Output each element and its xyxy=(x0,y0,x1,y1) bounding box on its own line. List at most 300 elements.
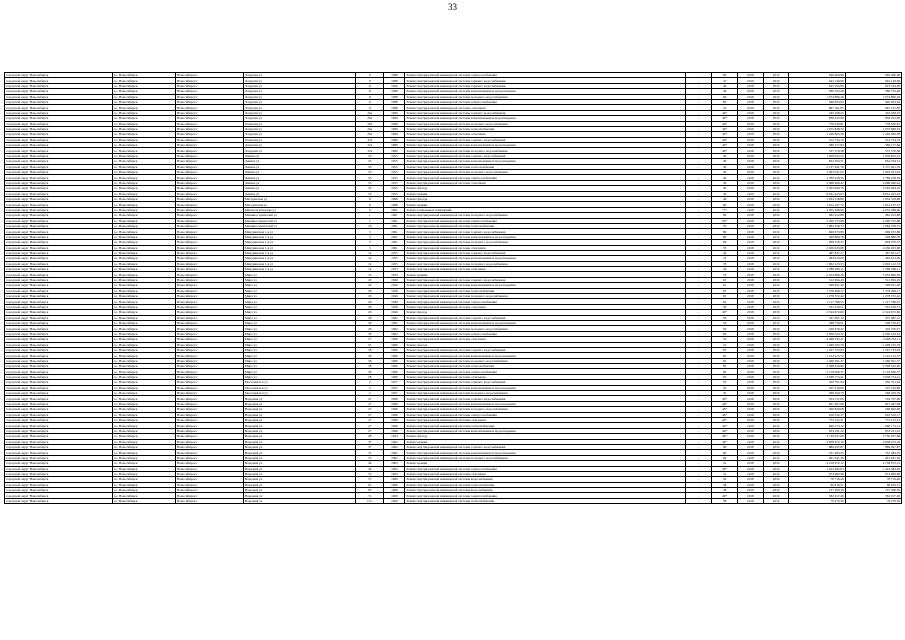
cell-work-type: Ремонт внутридомовой инженерной системы горячего водоснабжения xyxy=(405,396,686,401)
cell-plan-end-year: 2019 xyxy=(763,331,789,336)
cell-plan-start-year: 2018 xyxy=(737,116,763,121)
cell-municipality: городской округ Новосибирск xyxy=(5,299,113,304)
cell-settlement: г.о. Новосибирск xyxy=(112,272,175,277)
cell-cost-total: 78 719,46 xyxy=(845,477,901,482)
cell-separator: - xyxy=(686,498,712,503)
cell-settlement: г.о. Новосибирск xyxy=(112,310,175,315)
cell-plan-start-year: 2018 xyxy=(737,310,763,315)
cell-plan-end-year: 2019 xyxy=(763,213,789,218)
cell-plan-start-year: 2018 xyxy=(737,267,763,272)
cell-build-year: 1999 xyxy=(384,116,405,121)
cell-settlement: г.о. Новосибирск xyxy=(112,358,175,363)
cell-cost-estimate: 961 941,36 xyxy=(789,455,845,460)
cell-separator: - xyxy=(686,488,712,493)
cell-cost-total: 2 137 941,76 xyxy=(845,164,901,169)
cell-cost-total: 2 456 023,68 xyxy=(845,245,901,250)
cell-cost-total: 4 055 498,06 xyxy=(845,207,901,212)
cell-cost-total: 482 912,88 xyxy=(845,213,901,218)
cell-street: Мира ул xyxy=(243,374,355,379)
cell-cost-total: 1 058 652,22 xyxy=(845,153,901,158)
cell-plan-end-year: 2019 xyxy=(763,450,789,455)
cell-plan-end-year: 2019 xyxy=(763,83,789,88)
cell-plan-end-year: 2019 xyxy=(763,482,789,487)
cell-cost-estimate: 4 158 972,12 xyxy=(789,461,845,466)
cell-settlement: г.о. Новосибирск xyxy=(112,213,175,218)
cell-settlement: г.о. Новосибирск xyxy=(112,401,175,406)
cell-plan-end-year: 2019 xyxy=(763,358,789,363)
cell-wear-percent: 49* xyxy=(712,116,738,121)
cell-cost-total: 5 452 896,36 xyxy=(845,272,901,277)
cell-build-year: 1957 xyxy=(384,385,405,390)
cell-cost-total: 4 468 232,11 xyxy=(845,337,901,342)
cell-build-year: 1988 xyxy=(384,196,405,201)
cell-cost-estimate: 2 398 619,90 xyxy=(789,364,845,369)
cell-house-number: 71/1 xyxy=(356,498,384,503)
cell-build-year: 1961 xyxy=(384,213,405,218)
cell-settlement: г.о. Новосибирск xyxy=(112,304,175,309)
cell-wear-percent: 31 xyxy=(712,342,738,347)
cell-settlement: г.о. Новосибирск xyxy=(112,229,175,234)
cell-cost-total: 653 231,22 xyxy=(845,428,901,433)
cell-settlement: г.о. Новосибирск xyxy=(112,218,175,223)
cell-locality: Новосибирск г xyxy=(175,407,243,412)
cell-settlement: г.о. Новосибирск xyxy=(112,105,175,110)
cell-separator: - xyxy=(686,116,712,121)
cell-build-year: 1996 xyxy=(384,401,405,406)
cell-cost-estimate: 1 278 372,42 xyxy=(789,294,845,299)
cell-separator: - xyxy=(686,315,712,320)
cell-street: Мичуринская 1-я ул xyxy=(243,234,355,239)
cell-separator: - xyxy=(686,99,712,104)
cell-separator: - xyxy=(686,369,712,374)
cell-house-number: 61 xyxy=(356,482,384,487)
cell-settlement: г.о. Новосибирск xyxy=(112,83,175,88)
cell-separator: - xyxy=(686,191,712,196)
cell-house-number: 26а xyxy=(356,132,384,137)
cell-house-number: 27 xyxy=(356,418,384,423)
cell-cost-estimate: 580 763,48 xyxy=(789,89,845,94)
cell-street: Ленина ул xyxy=(243,170,355,175)
cell-cost-estimate: 669 673,86 xyxy=(789,229,845,234)
cell-municipality: городской округ Новосибирск xyxy=(5,116,113,121)
cell-settlement: г.о. Новосибирск xyxy=(112,337,175,342)
cell-locality: Новосибирск г xyxy=(175,229,243,234)
cell-street: Народная ул xyxy=(243,423,355,428)
cell-build-year: 1980 xyxy=(384,143,405,148)
cell-plan-start-year: 2019 xyxy=(737,180,763,185)
cell-cost-estimate: 482 912,88 xyxy=(789,213,845,218)
cell-settlement: г.о. Новосибирск xyxy=(112,148,175,153)
cell-house-number: 11 xyxy=(356,99,384,104)
cell-plan-start-year: 2018 xyxy=(737,153,763,158)
cell-separator: - xyxy=(686,180,712,185)
cell-municipality: городской округ Новосибирск xyxy=(5,342,113,347)
cell-build-year: 1949 xyxy=(384,283,405,288)
cell-separator: - xyxy=(686,164,712,169)
cell-work-type: Ремонт внутридомовой инженерной системы горячего водоснабжения xyxy=(405,444,686,449)
cell-street: Ленина ул xyxy=(243,191,355,196)
cell-build-year: 1949 xyxy=(384,310,405,315)
cell-plan-start-year: 2018 xyxy=(737,229,763,234)
cell-cost-estimate: 5 452 896,36 xyxy=(789,272,845,277)
cell-plan-start-year: 2018 xyxy=(737,369,763,374)
cell-cost-total: 456 701,04 xyxy=(845,380,901,385)
cell-wear-percent: 60 xyxy=(712,99,738,104)
cell-wear-percent: 30 xyxy=(712,170,738,175)
cell-build-year: 1963 xyxy=(384,471,405,476)
cell-separator: - xyxy=(686,450,712,455)
cell-plan-start-year: 2018 xyxy=(737,385,763,390)
cell-wear-percent: 46* xyxy=(712,137,738,142)
cell-cost-total: 494 613,09 xyxy=(845,256,901,261)
cell-street: Мичуринская 1-я ул xyxy=(243,229,355,234)
cell-work-type: Ремонт внутридомовой инженерной системы теплоснабжения xyxy=(405,498,686,503)
cell-house-number: 37 xyxy=(356,444,384,449)
cell-municipality: городской округ Новосибирск xyxy=(5,143,113,148)
cell-cost-total: 512 994,29 xyxy=(845,277,901,282)
cell-plan-start-year: 2018 xyxy=(737,374,763,379)
cell-work-type: Ремонт внутридомовой инженерной системы теплоснабжения xyxy=(405,288,686,293)
cell-wear-percent: 30 xyxy=(712,164,738,169)
cell-build-year: 1988 xyxy=(384,78,405,83)
cell-cost-estimate: 1 124 123,72 xyxy=(789,353,845,358)
cell-plan-start-year: 2018 xyxy=(737,148,763,153)
cell-plan-end-year: 2019 xyxy=(763,407,789,412)
cell-locality: Новосибирск г xyxy=(175,245,243,250)
cell-work-type: Ремонт внутридомовой инженерной системы холодного водоснабжения xyxy=(405,121,686,126)
cell-work-type: Ремонт внутридомовой инженерной системы холодного водоснабжения xyxy=(405,148,686,153)
cell-locality: Новосибирск г xyxy=(175,331,243,336)
cell-cost-total: 79 279,59 xyxy=(845,498,901,503)
cell-cost-estimate: 79 279,59 xyxy=(789,498,845,503)
cell-street: Магаданская ул xyxy=(243,196,355,201)
cell-wear-percent: 46* xyxy=(712,407,738,412)
cell-locality: Новосибирск г xyxy=(175,121,243,126)
cell-municipality: городской округ Новосибирск xyxy=(5,283,113,288)
cell-settlement: г.о. Новосибирск xyxy=(112,250,175,255)
cell-street: Народная ул xyxy=(243,407,355,412)
cell-street: Мира ул xyxy=(243,347,355,352)
cell-build-year: 1962 xyxy=(384,315,405,320)
cell-wear-percent: 60 xyxy=(712,450,738,455)
cell-settlement: г.о. Новосибирск xyxy=(112,116,175,121)
cell-settlement: г.о. Новосибирск xyxy=(112,234,175,239)
cell-plan-end-year: 2019 xyxy=(763,380,789,385)
cell-plan-start-year: 2018 xyxy=(737,391,763,396)
cell-municipality: городской округ Новосибирск xyxy=(5,261,113,266)
cell-separator: - xyxy=(686,401,712,406)
cell-wear-percent: 61 xyxy=(712,283,738,288)
cell-wear-percent: 65 xyxy=(712,358,738,363)
cell-work-type: Ремонт внутридомовой инженерной системы канализования и водоотведения xyxy=(405,143,686,148)
cell-work-type: Ремонт внутридомовой инженерной системы отопления xyxy=(405,245,686,250)
cell-build-year: 1966 xyxy=(384,358,405,363)
cell-settlement: г.о. Новосибирск xyxy=(112,315,175,320)
cell-street: Мира ул xyxy=(243,288,355,293)
cell-locality: Новосибирск г xyxy=(175,428,243,433)
cell-cost-total: 3 958 472,19 xyxy=(845,439,901,444)
cell-build-year: 1957 xyxy=(384,380,405,385)
cell-cost-estimate: 761 018,51 xyxy=(789,304,845,309)
cell-wear-percent: 49* xyxy=(712,428,738,433)
cell-wear-percent: 41 xyxy=(712,461,738,466)
cell-house-number: 46 xyxy=(356,466,384,471)
cell-cost-total: 961 941,36 xyxy=(845,455,901,460)
cell-cost-total: 568 450,79 xyxy=(845,391,901,396)
cell-locality: Новосибирск г xyxy=(175,320,243,325)
cell-street: Народная ул xyxy=(243,466,355,471)
cell-plan-start-year: 2018 xyxy=(737,83,763,88)
cell-municipality: городской округ Новосибирск xyxy=(5,89,113,94)
cell-municipality: городской округ Новосибирск xyxy=(5,428,113,433)
cell-wear-percent: 69 xyxy=(712,240,738,245)
cell-settlement: г.о. Новосибирск xyxy=(112,191,175,196)
cell-municipality: городской округ Новосибирск xyxy=(5,110,113,115)
cell-work-type: Ремонт внутридомовой инженерной системы холодного водоснабжения xyxy=(405,407,686,412)
cell-work-type: Ремонт внутридомовой инженерной системы холодного водоснабжения xyxy=(405,326,686,331)
cell-build-year: 1955 xyxy=(384,159,405,164)
cell-build-year: 1955 xyxy=(384,267,405,272)
cell-locality: Новосибирск г xyxy=(175,148,243,153)
cell-locality: Новосибирск г xyxy=(175,234,243,239)
cell-plan-end-year: 2019 xyxy=(763,283,789,288)
cell-municipality: городской округ Новосибирск xyxy=(5,153,113,158)
cell-separator: - xyxy=(686,304,712,309)
cell-work-type: Ремонт внутридомовой инженерной системы отопления xyxy=(405,267,686,272)
cell-street: Машиностроителей ул xyxy=(243,213,355,218)
cell-cost-total: 580 177,84 xyxy=(845,143,901,148)
cell-plan-end-year: 2019 xyxy=(763,267,789,272)
cell-plan-end-year: 2019 xyxy=(763,412,789,417)
cell-locality: Новосибирск г xyxy=(175,256,243,261)
cell-build-year: 1966 xyxy=(384,353,405,358)
cell-cost-total: 854 764,51 xyxy=(845,159,901,164)
cell-plan-start-year: 2018 xyxy=(737,277,763,282)
cell-build-year: 1988 xyxy=(384,73,405,78)
cell-street: Ленина ул xyxy=(243,159,355,164)
cell-plan-start-year: 2018 xyxy=(737,294,763,299)
cell-plan-start-year: 2018 xyxy=(737,315,763,320)
cell-wear-percent: 60 xyxy=(712,331,738,336)
cell-plan-end-year: 2019 xyxy=(763,261,789,266)
cell-separator: - xyxy=(686,153,712,158)
cell-work-type: Ремонт внутридомовой инженерной системы холодного водоснабжения xyxy=(405,261,686,266)
cell-cost-estimate: 2 718 560,37 xyxy=(789,369,845,374)
cell-cost-estimate: 1 814 197,72 xyxy=(789,202,845,207)
cell-locality: Новосибирск г xyxy=(175,315,243,320)
cell-cost-estimate: 2 260 375,68 xyxy=(789,218,845,223)
cell-wear-percent: 38 xyxy=(712,482,738,487)
cell-street: Мира ул xyxy=(243,337,355,342)
cell-work-type: Ремонт внутридомовой инженерной системы теплоснабжения xyxy=(405,364,686,369)
cell-separator: - xyxy=(686,380,712,385)
cell-cost-total: 778 330,81 xyxy=(845,121,901,126)
cell-cost-total: 974 982,98 xyxy=(845,471,901,476)
cell-work-type: Ремонт внутридомовой инженерной системы горячего водоснабжения xyxy=(405,250,686,255)
cell-street: Народная ул xyxy=(243,471,355,476)
cell-plan-start-year: 2019 xyxy=(737,78,763,83)
cell-build-year: 1966 xyxy=(384,342,405,347)
cell-separator: - xyxy=(686,207,712,212)
cell-house-number: 29 xyxy=(356,283,384,288)
cell-build-year: 1955 xyxy=(384,261,405,266)
cell-house-number: 14 xyxy=(356,267,384,272)
cell-work-type: Ремонт внутридомовой инженерной системы канализования и водоотведения xyxy=(405,283,686,288)
cell-locality: Новосибирск г xyxy=(175,94,243,99)
cell-municipality: городской округ Новосибирск xyxy=(5,358,113,363)
cell-work-type: Ремонт внутридомовой инженерной системы канализования и водоотведения xyxy=(405,385,686,390)
cell-house-number: 14 xyxy=(356,261,384,266)
cell-settlement: г.о. Новосибирск xyxy=(112,396,175,401)
cell-build-year: 1961 xyxy=(384,240,405,245)
cell-cost-total: 537 570,38 xyxy=(845,148,901,153)
cell-cost-estimate: 494 613,09 xyxy=(789,256,845,261)
cell-separator: - xyxy=(686,374,712,379)
cell-work-type: Ремонт внутридомовой инженерной системы электроснабжения xyxy=(405,73,686,78)
cell-cost-estimate: 623 794,99 xyxy=(789,83,845,88)
cell-cost-estimate: 1 378 208,17 xyxy=(789,288,845,293)
cell-settlement: г.о. Новосибирск xyxy=(112,477,175,482)
cell-work-type: Ремонт внутридомовой инженерной системы канализования и водоотведения xyxy=(405,159,686,164)
cell-locality: Новосибирск г xyxy=(175,207,243,212)
cell-cost-estimate: 8 031 423,03 xyxy=(789,191,845,196)
cell-cost-total: 1 167 723,03 xyxy=(845,347,901,352)
cell-build-year: 1955 xyxy=(384,175,405,180)
cell-work-type: Ремонт крыши xyxy=(405,272,686,277)
cell-house-number: 11 xyxy=(356,83,384,88)
cell-separator: - xyxy=(686,461,712,466)
cell-municipality: городской округ Новосибирск xyxy=(5,353,113,358)
cell-municipality: городской округ Новосибирск xyxy=(5,229,113,234)
cell-separator: - xyxy=(686,466,712,471)
cell-house-number: 58 xyxy=(356,364,384,369)
cell-locality: Новосибирск г xyxy=(175,164,243,169)
cell-plan-end-year: 2019 xyxy=(763,234,789,239)
cell-wear-percent: 56 xyxy=(712,320,738,325)
cell-wear-percent: 59 xyxy=(712,326,738,331)
cell-cost-total: 669 673,86 xyxy=(845,229,901,234)
cell-settlement: г.о. Новосибирск xyxy=(112,428,175,433)
cell-settlement: г.о. Новосибирск xyxy=(112,342,175,347)
cell-wear-percent: 30 xyxy=(712,267,738,272)
cell-cost-estimate: 2 524 672,69 xyxy=(789,310,845,315)
cell-municipality: городской округ Новосибирск xyxy=(5,267,113,272)
cell-separator: - xyxy=(686,148,712,153)
cell-build-year: 1988 xyxy=(384,105,405,110)
cell-cost-total: 4 158 972,12 xyxy=(845,461,901,466)
cell-work-type: Ремонт внутридомовой инженерной системы холодного водоснабжения xyxy=(405,94,686,99)
cell-separator: - xyxy=(686,283,712,288)
cell-work-type: Ремонт фасада xyxy=(405,310,686,315)
cell-plan-start-year: 2018 xyxy=(737,347,763,352)
cell-cost-estimate: 337 487,12 xyxy=(789,315,845,320)
cell-build-year: 1999 xyxy=(384,110,405,115)
cell-locality: Новосибирск г xyxy=(175,223,243,228)
cell-cost-total: 1 084 358,72 xyxy=(845,223,901,228)
cell-plan-end-year: 2019 xyxy=(763,223,789,228)
cell-street: Мостовая 6-я ул xyxy=(243,380,355,385)
cell-house-number: 27 xyxy=(356,428,384,433)
cell-plan-end-year: 2019 xyxy=(763,304,789,309)
cell-wear-percent: 70 xyxy=(712,272,738,277)
cell-locality: Новосибирск г xyxy=(175,310,243,315)
cell-wear-percent: 49* xyxy=(712,143,738,148)
cell-cost-total: 2 260 375,68 xyxy=(845,218,901,223)
cell-cost-estimate: 582 017,49 xyxy=(789,493,845,498)
cell-plan-end-year: 2019 xyxy=(763,137,789,142)
cell-settlement: г.о. Новосибирск xyxy=(112,110,175,115)
cell-plan-end-year: 2019 xyxy=(763,310,789,315)
cell-plan-end-year: 2019 xyxy=(763,320,789,325)
cell-municipality: городской округ Новосибирск xyxy=(5,186,113,191)
cell-build-year: 1966 xyxy=(384,364,405,369)
cell-settlement: г.о. Новосибирск xyxy=(112,412,175,417)
cell-cost-estimate: 298 756,91 xyxy=(789,320,845,325)
cell-build-year: 1961 xyxy=(384,207,405,212)
cell-build-year: 1988 xyxy=(384,202,405,207)
cell-cost-total: 569 820,08 xyxy=(845,407,901,412)
cell-build-year: 1969 xyxy=(384,482,405,487)
cell-cost-total: 2 068 490,42 xyxy=(845,180,901,185)
cell-settlement: г.о. Новосибирск xyxy=(112,240,175,245)
cell-plan-start-year: 2018 xyxy=(737,364,763,369)
cell-settlement: г.о. Новосибирск xyxy=(112,299,175,304)
cell-house-number: 8 xyxy=(356,202,384,207)
cell-work-type: Ремонт внутридомовой инженерной системы электроснабжения xyxy=(405,412,686,417)
cell-municipality: городской округ Новосибирск xyxy=(5,461,113,466)
cell-wear-percent: 49* xyxy=(712,401,738,406)
cell-wear-percent: 40* xyxy=(712,126,738,131)
cell-house-number: 58 xyxy=(356,347,384,352)
cell-cost-total: 1 266 591,37 xyxy=(845,358,901,363)
cell-wear-percent: 65 xyxy=(712,277,738,282)
table-row xyxy=(5,498,902,503)
cell-work-type: Ремонт внутридомовой инженерной системы отопления xyxy=(405,304,686,309)
cell-locality: Новосибирск г xyxy=(175,78,243,83)
cell-locality: Новосибирск г xyxy=(175,401,243,406)
cell-work-type: Ремонт внутридомовой инженерной системы теплоснабжения xyxy=(405,223,686,228)
cell-plan-end-year: 2019 xyxy=(763,116,789,121)
cell-municipality: городской округ Новосибирск xyxy=(5,218,113,223)
cell-plan-end-year: 2019 xyxy=(763,277,789,282)
cell-settlement: г.о. Новосибирск xyxy=(112,196,175,201)
cell-wear-percent: 30 xyxy=(712,180,738,185)
cell-locality: Новосибирск г xyxy=(175,353,243,358)
cell-cost-estimate: 660 173,12 xyxy=(789,423,845,428)
cell-plan-end-year: 2019 xyxy=(763,374,789,379)
cell-work-type: Ремонт внутридомовой инженерной системы электроснабжения xyxy=(405,99,686,104)
cell-street: Лазурная ул xyxy=(243,137,355,142)
cell-wear-percent: 35 xyxy=(712,391,738,396)
cell-wear-percent: 46 xyxy=(712,89,738,94)
cell-house-number: 2 xyxy=(356,385,384,390)
cell-street: Мира ул xyxy=(243,342,355,347)
cell-build-year: 1962 xyxy=(384,326,405,331)
cell-house-number: 37 xyxy=(356,439,384,444)
cell-plan-start-year: 2018 xyxy=(737,471,763,476)
cell-plan-start-year: 2018 xyxy=(737,450,763,455)
cell-separator: - xyxy=(686,213,712,218)
cell-build-year: 1949 xyxy=(384,277,405,282)
cell-cost-total: 2 524 672,69 xyxy=(845,310,901,315)
cell-house-number: 46 xyxy=(356,461,384,466)
cell-wear-percent: 70 xyxy=(712,245,738,250)
cell-house-number: 27 xyxy=(356,396,384,401)
cell-house-number: 58 xyxy=(356,369,384,374)
cell-wear-percent: 50 xyxy=(712,477,738,482)
cell-work-type: Ремонт внутридомовой инженерной системы теплоснабжения xyxy=(405,164,686,169)
cell-settlement: г.о. Новосибирск xyxy=(112,78,175,83)
